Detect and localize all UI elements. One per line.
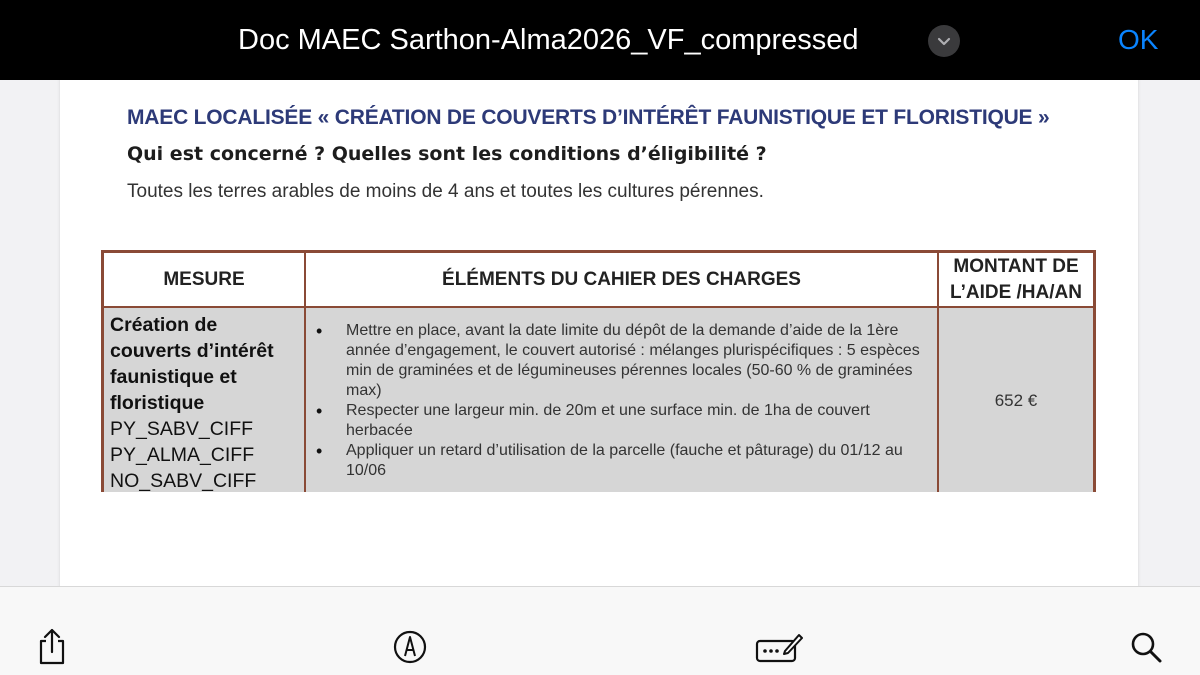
amount-cell xyxy=(939,308,1093,492)
measure-name-line: Création de xyxy=(110,314,218,336)
document-page xyxy=(60,80,1138,586)
title-menu-button[interactable] xyxy=(928,25,960,57)
charge-item: • Respecter une largeur min. de 20m et une surface min. de 1ha de couvert herbacée xyxy=(316,401,927,441)
search-icon xyxy=(1129,630,1163,664)
markup-icon xyxy=(392,629,428,665)
header-charges: ÉLÉMENTS DU CAHIER DES CHARGES xyxy=(442,268,801,290)
measure-code: NO_SABV_CIFF xyxy=(110,470,257,492)
measure-cell xyxy=(104,308,304,492)
done-button[interactable]: OK xyxy=(1118,24,1159,55)
amount-value: 652 € xyxy=(994,391,1038,410)
charges-table xyxy=(101,250,1096,492)
top-bar xyxy=(0,0,1200,80)
search-button[interactable] xyxy=(1126,627,1166,667)
bottom-toolbar xyxy=(0,586,1200,675)
header-amount: MONTANT DE L’AIDE /HA/AN xyxy=(950,255,1082,303)
share-button[interactable] xyxy=(32,627,72,667)
charges-list xyxy=(316,321,927,481)
charge-item: • Mettre en place, avant la date limite du dépôt de la demande d’aide de la 1ère année d’engagement, le couvert autorisé : mélanges plurispécifiques : 5 espèces min de graminées et de légumineuses pérennes locales (50-60 % de graminées max) xyxy=(316,321,927,401)
measure-name-line: couverts d’intérêt xyxy=(110,340,274,362)
document-viewer[interactable] xyxy=(0,80,1200,586)
section-subtitle: Qui est concerné ? Quelles sont les conditions d’éligibilité ? xyxy=(127,143,767,165)
measure-code: PY_SABV_CIFF xyxy=(110,418,254,440)
document-title: Doc MAEC Sarthon-Alma2026_VF_compressed xyxy=(238,24,859,56)
section-text: Toutes les terres arables de moins de 4 ans et toutes les cultures pérennes. xyxy=(127,181,764,202)
share-icon xyxy=(35,628,69,666)
charges-cell xyxy=(306,308,937,492)
header-measure: MESURE xyxy=(163,268,245,290)
measure-name-line: faunistique et xyxy=(110,366,237,388)
measure-code: PY_ALMA_CIFF xyxy=(110,444,255,466)
signature-icon xyxy=(755,629,803,665)
charge-item: • Appliquer un retard d’utilisation de la parcelle (fauche et pâturage) du 01/12 au 10/06 xyxy=(316,441,927,481)
signature-button[interactable] xyxy=(755,627,803,667)
chevron-down-icon xyxy=(936,33,952,49)
markup-button[interactable] xyxy=(390,627,430,667)
section-title: MAEC LOCALISÉE « CRÉATION DE COUVERTS D’INTÉRÊT FAUNISTIQUE ET FLORISTIQUE » xyxy=(127,106,1050,129)
measure-name-line: floristique xyxy=(110,392,205,414)
